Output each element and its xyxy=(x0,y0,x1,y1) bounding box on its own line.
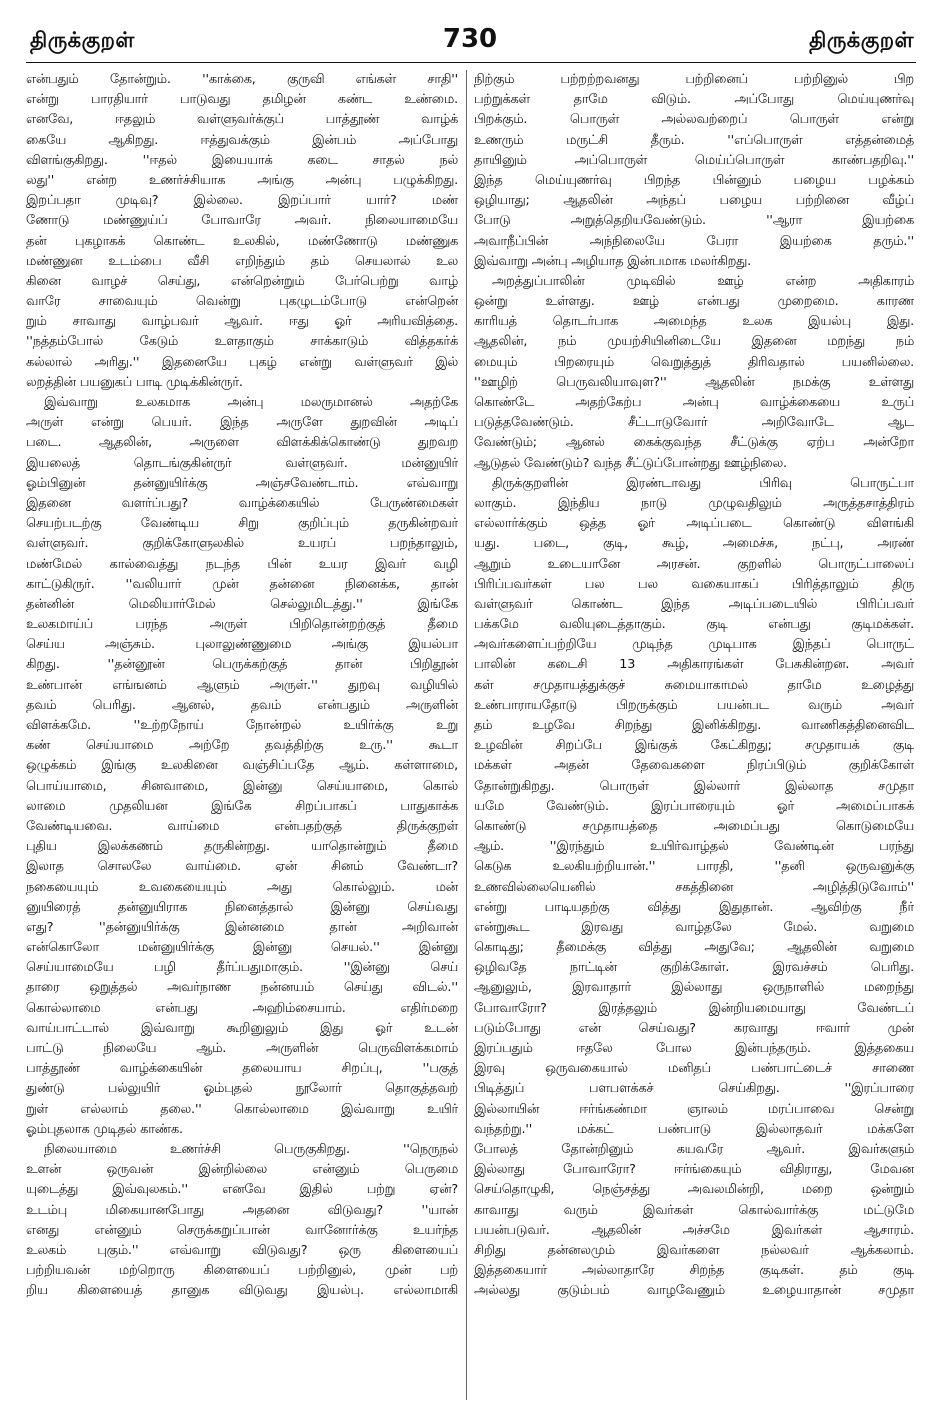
text-line: செய்யாமையே பழி தீர்ப்பதுமாகும். ''இன்னு செய் xyxy=(26,960,458,976)
text-line: தாயினும் அப்பொருள் மெய்ப்பொருள் காண்பதறிவு.'' xyxy=(474,152,914,168)
text-line: இரவு ஒருவகையால் மனிதப் பண்பாட்டைச் சாணை xyxy=(474,1061,914,1077)
text-line: இயலைத் தொடங்குகின்ருர் வள்ளுவர். மன்னுயிர் xyxy=(26,455,458,471)
text-line: தவம் பெரிது. ஆனல், தவம் என்பதும் அருளின் xyxy=(26,697,458,713)
text-line: கிறது. ''தன்னூன் பெருக்கற்குத் தான் பிறிதூன் xyxy=(26,657,458,673)
right-column xyxy=(474,70,914,1404)
text-line: செயற்படற்கு வேண்டிய சிறு குறிப்பும் தருகின்றவர் xyxy=(26,516,458,532)
text-line: வள்ளுவர். குறிக்கோளுலகில் உயரப் பறந்தாலும், xyxy=(26,536,458,552)
text-line: எது? ''தன்னுயிர்க்கு இன்னமை தான் அறிவான் xyxy=(26,919,458,935)
text-line: மண்ணுன உடம்பை வீசி எறிந்தும் தம் செயலால் உல xyxy=(26,253,458,269)
text-line: லாகும். இந்திய நாடு முழுவதிலும் அருத்தசாத்திரம் xyxy=(474,495,914,511)
text-line: உண்பாராயதோடு பிறருக்கும் பயன்பட வரும் அவர் xyxy=(474,697,914,713)
text-line: வள்ளுவர் கொண்ட இந்த அடிப்படையில் பிரிப்பவர் xyxy=(474,596,914,612)
text-line: பாத்தூண் வாழ்க்கையின் தலையாய சிறப்பு, ''பகுத் xyxy=(26,1061,458,1077)
running-head-right: திருக்குறள் xyxy=(809,28,914,52)
text-line: இலாத சொலலே வாய்மை. ஏன் சினம் வேண்டா? xyxy=(26,859,458,875)
text-line: காட்டுகிருர். ''வலியார் முன் தன்னை நினைக்க, தான் xyxy=(26,576,458,592)
text-line: மக்கள் அதன் தேவைகளை நிரப்பிடும் குறிக்கோள் xyxy=(474,758,914,774)
text-line: ணோடு மண்ணுய்ப் போவாரே அவர். நிலையாமையே xyxy=(26,213,458,229)
text-line: னுயிரைத் தன்னுயிராக நினைத்தால் இன்னு செய்வது xyxy=(26,899,458,915)
text-line: ஆம். ''இரந்தும் உயிர்வாழ்தல் வேண்டின் பரந்து xyxy=(474,839,914,855)
text-line: பொய்யாமை, சினவாமை, இன்னு செய்யாமை, கொல் xyxy=(26,778,458,794)
text-line: கையே ஆகிறது. ஈத்துவக்கும் இன்பம் அப்போது xyxy=(26,132,458,148)
text-line: நிலையாமை உணர்ச்சி பெருகுகிறது. ''நெருநல் xyxy=(44,1141,458,1157)
text-line: என்பதும் தோன்றும். ''காக்கை, குருவி எங்கள் சாதி'' xyxy=(26,72,458,87)
text-line: பிரிப்பவர்கள் பல பல வகையாகப் பிரித்தாலும் திரு xyxy=(474,576,914,592)
text-line: உணவில்லையெனில் சகத்தினை அழித்திடுவோம்'' xyxy=(474,879,914,895)
text-line: எனவே, ஈதலும் வள்ளுவர்க்குப் பாத்தூண் வாழ்க் xyxy=(26,112,458,128)
text-line: என்றுகூட இரவது வாழ்தலே மேல். வறுமை xyxy=(474,919,914,935)
text-line: ஒழிவதே நாட்டின் குறிக்கோள். இரவச்சம் பெரிது. xyxy=(474,960,914,976)
text-line: ஆடுதல் வேண்டும்? வந்த சீட்டுப்போன்றது ஊழ்நிலை. xyxy=(474,455,787,471)
text-line: யுடைத்து இவ்வுலகம்.'' எனவே இதில் பற்று ஏன்? xyxy=(26,1182,458,1198)
text-line: ''ஊழிற் பெருவலியாவுள?'' ஆதலின் நமக்கு உள்ளது xyxy=(474,374,914,390)
left-column xyxy=(26,70,458,1404)
text-line: துண்டு பல்லுயிர் ஓம்புதல் நூலோர் தொகுத்தவற் xyxy=(26,1081,458,1097)
text-line: உணரும் மருட்சி தீரும். ''எப்பொருள் எத்தன்மைத் xyxy=(474,132,914,148)
text-line: விளங்குகிறது. ''ஈதல் இயையாக் கடை சாதல் நல் xyxy=(26,152,458,168)
text-line: உலகமாய்ப் பரந்த அருள் பிறிதொன்றற்குத் தீமை xyxy=(26,617,458,633)
text-line: ஆனுலும், இரவாதார் இல்லாது ஒருநாளில் மறைந்து xyxy=(474,980,914,996)
text-line: அறத்துப்பாலின் முடிவில் ஊழ் என்ற அதிகாரம் xyxy=(492,273,914,289)
text-line: கினை வாழச் செய்து, என்றென்றும் பேர்பெற்று வாழ் xyxy=(26,273,458,289)
text-line: உழவின் சிறப்பே இங்குக் கேட்கிறது; சமுதாயக் குடி xyxy=(474,738,914,754)
text-line: பிடித்துப் பளபளக்கச் செய்கிறது. ''இரப்பாரை xyxy=(474,1081,914,1097)
text-line: செய்தொழுகி, நெஞ்சத்து அவலமின்றி, மறை ஒன்றும் xyxy=(474,1182,914,1198)
text-line: என்கொலோ மன்னுயிர்க்கு இன்னு செயல்.'' இன்னு xyxy=(26,940,458,956)
text-line: கொல்லாமை என்பது அஹிம்சையாம். எதிர்மறை xyxy=(26,1000,458,1016)
text-line: றிய கிளையைத் தானுக விடுவது இயல்பு. எல்லாமாகி xyxy=(26,1283,458,1299)
text-line: பிறக்கும். பொருள் அல்லவற்றைப் பொருள் என்று xyxy=(474,112,914,128)
text-line: செய்ய அஞ்சும். புலாலுண்ணுமை அங்கு இயல்பா xyxy=(26,637,458,653)
text-line: கல்லால் அரிது.'' இதனையே புகழ் என்று வள்ளுவர் இல் xyxy=(26,354,458,370)
text-line: வேண்டியவை. வாய்மை என்பதற்குத் திருக்குறள் xyxy=(26,818,458,834)
text-line: பற்றுக்கள் தாமே விடும். அப்போது மெய்யுணர்வு xyxy=(474,92,914,108)
text-line: ஓம்புதலாக முடிதல் காண்க. xyxy=(26,1121,183,1137)
text-line: றும் சாவாது வாழ்பவர் ஆவர். ஈது ஓர் அரியவித்தை. xyxy=(26,314,458,330)
text-line: படை. ஆதலின், அருளை விளக்கிக்கொண்டு துறவற xyxy=(26,435,458,451)
text-line: நிற்கும் பற்றற்றவனது பற்றினைப் பற்றினுல் பிற xyxy=(474,72,914,87)
text-line: அருள் என்று பெயர். இந்த அருளே துறவின் அடிப் xyxy=(26,415,458,431)
text-line: பாலின் கடைசி 13 அதிகாரங்கள் பேசுகின்றன. அவர் xyxy=(474,657,914,673)
text-line: விளக்கமே. ''உற்றநோய் நோன்றல் உயிர்க்கு உறு xyxy=(26,718,458,733)
text-line: போடு அறுத்தெறியவேண்டும். ''ஆரா இயற்கை xyxy=(474,213,914,229)
text-line: கொடிது; தீமைக்கு வித்து அதுவே; ஆதலின் வறுமை xyxy=(474,940,914,956)
text-line: மண்மேல் கால்வைத்து நடந்த பின் உயர இவர் வழி xyxy=(26,556,458,572)
text-line: காவாது வரும் இவர்கள் கொல்வார்க்கு மட்டுமே xyxy=(474,1202,914,1218)
text-line: இதனை வளர்ப்பது? வாழ்க்கையில் பேருண்மைகள் xyxy=(26,495,458,511)
text-line: எனது என்னும் செருக்கறுப்பான் வானோர்க்கு உயர்ந்த xyxy=(26,1222,458,1238)
column-divider xyxy=(466,70,467,1400)
text-line: கள் சமுதாயத்துக்குச் சுமையாகாமல் தாமே உழைத்து xyxy=(474,677,914,693)
text-line: உளன் ஒருவன் இன்றில்லை என்னும் பெருமை xyxy=(26,1162,458,1178)
text-line: தம் உழவே சிறந்து இனிக்கிறது. வாணிகத்தினைவிட xyxy=(474,718,914,733)
text-line: என்று பாடியதற்கு வித்து இதுதான். ஆவிற்கு நீர் xyxy=(474,899,914,915)
text-line: தாரை ஒறுத்தல் அவர்நாண நன்னயம் செய்து விடல்.'' xyxy=(26,980,458,996)
text-line: சிறிது தன்னலமும் இவர்களை நல்லவர் ஆக்கலாம். xyxy=(474,1242,914,1258)
text-line: வந்தற்று.'' மக்கட் பண்பாடு இல்லாதவர் மக்களே xyxy=(474,1121,914,1137)
text-line: படுத்தவேண்டும். சீட்டாடுவோர் அறிவோடே ஆட xyxy=(474,415,914,431)
text-line: பாட்டு நிலையே ஆம். அருளின் பெருவிளக்கமாம் xyxy=(26,1041,458,1056)
text-line: அவாநீப்பின் அந்நிலையே பேரா இயற்கை தரும்.'' xyxy=(474,233,914,249)
text-line: அல்லது குடும்பம் வாழவேணும் உழையாதான் சமுதா xyxy=(474,1283,914,1299)
text-line: நகையையும் உவகையையும் அது கொல்லும். மன் xyxy=(26,879,458,895)
text-line: றுள் எல்லாம் தலை.'' கொல்லாமை இவ்வாறு உயிர் xyxy=(26,1101,458,1117)
text-line: உலகம் புகும்.'' எவ்வாறு விடுவது? ஒரு கிளையைப் xyxy=(26,1242,458,1258)
text-line: படும்போது என் செய்வது? கரவாது ஈவார் முன் xyxy=(474,1020,914,1036)
text-line: இவ்வாறு உலகமாக அன்பு மலருமானல் அதற்கே xyxy=(44,395,458,410)
text-line: இத்தகையார் அல்லாதாரே சிறந்த குடிகள். தம் குடி xyxy=(474,1263,914,1279)
text-line: ஒழியாது; ஆதலின் அந்தப் பழைய பற்றினை வீழ்ப் xyxy=(474,193,914,209)
text-line: போவாரோ? இரத்தலும் இன்றியமையாது வேண்டப் xyxy=(474,1000,914,1016)
text-line: லறத்தின் பயனுகப் பாடி முடிக்கின்ருர். xyxy=(26,374,243,390)
text-line: இல்லாயின் ஈர்ங்கண்மா ஞாலம் மரப்பாவை சென்று xyxy=(474,1101,914,1117)
text-line: கொண்டே அதற்கேற்ப அன்பு வாழ்க்கையை உருப் xyxy=(474,395,914,410)
text-line: இவ்வாறு அன்பு அழியாத இன்பமாக மலர்கிறது. xyxy=(474,253,752,269)
text-line: யமே வேண்டும். இரப்பாரையும் ஓர் அமைப்பாகக் xyxy=(474,798,914,814)
text-line: லது'' என்ற உணர்ச்சியாக அங்கு அன்பு பழுக்கிறது. xyxy=(26,172,458,188)
text-line: அவர்களைப்பற்றியே முடிந்த முடிபாக இந்தப் பொருட் xyxy=(474,637,914,653)
text-line: மையும் பிறரையும் வெறுத்துத் திரிவதால் பயனில்லை. xyxy=(474,354,914,370)
text-line: ''நத்தம்போல் கேடும் உளதாகும் சாக்காடும் வித்தகர்க் xyxy=(26,334,458,350)
page-number: 730 xyxy=(442,24,498,54)
text-line: வாரே சாவையும் வென்று புகழுடம்போடு என்றென் xyxy=(26,294,458,310)
text-line: பயன்படுவர். ஆதலின் அச்சமே இவர்கள் ஆசாரம். xyxy=(474,1222,914,1238)
running-head-left: திருக்குறள் xyxy=(30,28,135,52)
text-line: பக்கமே வலியுடைத்தாகும். குடி என்பது குடிமக்கள். xyxy=(474,617,914,633)
text-line: யது. படை, குடி, கூழ், அமைச்சு, நட்பு, அரண் xyxy=(474,536,914,552)
text-line: இந்த மெய்யுணர்வு பிறந்த பின்னும் பழைய பழக்கம் xyxy=(474,172,914,188)
text-line: காரியத் தொடர்பாக அமைந்த உலக இயல்பு இது. xyxy=(474,314,914,330)
text-line: தன் புகழாகக் கொண்ட உலகில், மண்ணோடு மண்ணுக xyxy=(26,233,458,249)
text-line: உடம்பு மிகையானபோது அதனை விடுவது? ''யான் xyxy=(26,1202,458,1218)
text-line: ஆதலின், நம் முயற்சியினிடையே இதனை மறந்து நம் xyxy=(474,334,914,350)
header-rule xyxy=(26,62,916,63)
text-line: வேண்டும்; ஆனல் கைக்குவந்த சீட்டுக்கு ஏற்ப அன்றோ xyxy=(474,435,914,451)
text-line: திருக்குறளின் இரண்டாவது பிரிவு பொருட்பா xyxy=(492,475,914,491)
text-line: பற்றியவன் மற்றொரு கிளையைப் பற்றினுல், முன் பற் xyxy=(26,1263,458,1279)
text-line: தோன்றுகிறது. பொருள் இல்லார் இல்லாத சமுதா xyxy=(474,778,914,794)
text-line: போலத் தோன்றினும் கயவரே ஆவர். இவர்களும் xyxy=(474,1141,914,1157)
text-line: இரப்பதும் ஈதலே போல இன்பந்தரும். இத்தகைய xyxy=(474,1041,914,1056)
text-line: உண்பான் எங்ஙனம் ஆளும் அருள்.'' துறவு வழியில் xyxy=(26,677,458,693)
text-line: புதிய இலக்கணம் தருகின்றது. யாதொன்றும் தீமை xyxy=(26,839,458,855)
text-line: என்று பாரதியார் பாடுவது தமிழன் கண்ட உண்மை. xyxy=(26,92,458,108)
text-line: இல்லாது போவாரோ? ஈர்ங்கையும் விதிராது, மேவன xyxy=(474,1162,914,1178)
text-line: ஒன்று உள்ளது. ஊழ் என்பது முறைமை. காரண xyxy=(474,294,914,310)
text-line: வாய்பாட்டால் இவ்வாறு கூறினுலும் இது ஓர் உடன் xyxy=(26,1020,458,1036)
text-line: கொண்டு சமுதாயத்தை அமைப்பது கொடுமையே xyxy=(474,818,914,834)
text-line: எல்லார்க்கும் ஒத்த ஓர் அடிப்படை கொண்டு விளங்கி xyxy=(474,516,914,532)
text-line: கெடுக உலகியற்றியான்.'' பாரதி, ''தனி ஒருவனுக்கு xyxy=(474,859,914,875)
text-line: தன்னின் மெலியார்மேல் செல்லுமிடத்து.'' இங்கே xyxy=(26,596,458,612)
text-line: ஒழுக்கம் இங்கு உலகினை வஞ்சிப்பதே ஆம். கள்ளாமை, xyxy=(26,758,458,774)
text-line: கண் செய்யாமை அற்றே தவத்திற்கு உரு.'' கூடா xyxy=(26,738,458,754)
text-line: இறப்பதா முடிவு? இல்லை. இறப்பார் யார்? மண் xyxy=(26,193,458,209)
text-line: ஆறும் உடையானே அரசன். குறளில் பொருட்பாலைப் xyxy=(474,556,914,572)
text-line: ஓம்பினுன் தன்னுயிர்க்கு அஞ்சவேண்டாம். எவ்வாறு xyxy=(26,475,458,491)
text-line: லாமை முதலியன இங்கே சிறப்பாகப் பாதுகாக்க xyxy=(26,798,458,814)
